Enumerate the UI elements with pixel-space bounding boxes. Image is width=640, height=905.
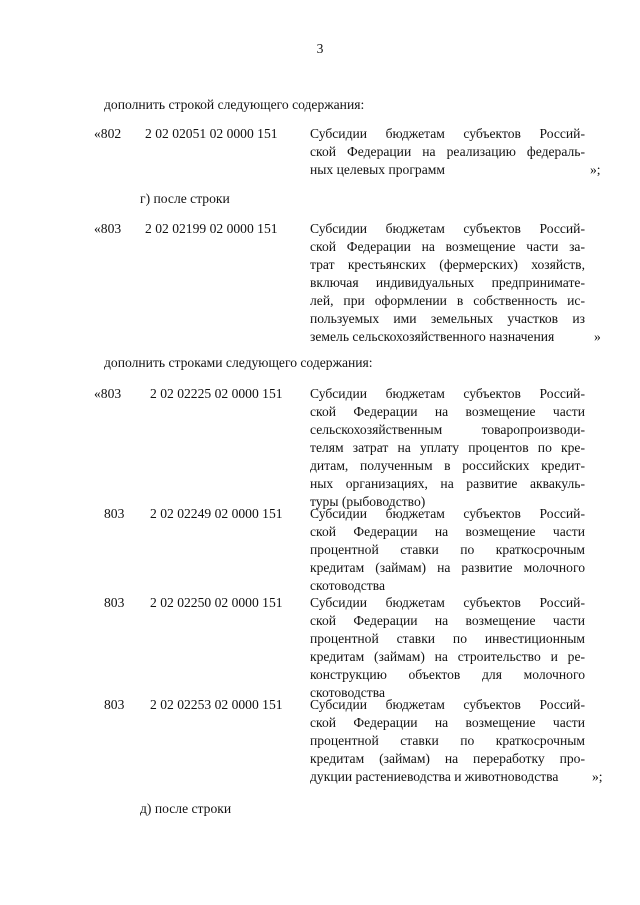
row-code-admin: 803 (104, 595, 125, 610)
row-code-budget: 2 02 02225 02 0000 151 (150, 386, 283, 401)
description-line: ской Федерации на реализацию федераль- (310, 144, 585, 159)
row-code-admin: «803 (94, 221, 122, 236)
description-line: кредитам (займам) на строительство и ре- (310, 649, 585, 664)
description-line: ской Федерации на возмещение части за- (310, 239, 585, 254)
description-line: трат крестьянских (фермерских) хозяйств, (310, 257, 585, 272)
description-line: Субсидии бюджетам субъектов Россий- (310, 697, 585, 712)
row-code-budget: 2 02 02051 02 0000 151 (145, 126, 278, 141)
description-line: ской Федерации на возмещение части (310, 404, 585, 419)
description-line: дитам, полученным в российских кредит- (310, 458, 585, 473)
description-line: ской Федерации на возмещение части (310, 524, 585, 539)
paragraph-add-row: дополнить строкой следующего содержания: (104, 97, 365, 112)
description-line: процентной ставки по краткосрочным (310, 733, 585, 748)
row-code-budget: 2 02 02249 02 0000 151 (150, 506, 283, 521)
paragraph-add-rows: дополнить строками следующего содержания: (104, 355, 373, 370)
description-line: процентной ставки по краткосрочным (310, 542, 585, 557)
description-line: Субсидии бюджетам субъектов Россий- (310, 595, 585, 610)
description-line: Субсидии бюджетам субъектов Россий- (310, 221, 585, 236)
row-code-budget: 2 02 02250 02 0000 151 (150, 595, 283, 610)
row-code-budget: 2 02 02199 02 0000 151 (145, 221, 278, 236)
row-description (310, 385, 585, 511)
row-code-budget: 2 02 02253 02 0000 151 (150, 697, 283, 712)
description-line: скотоводства (310, 685, 386, 700)
description-line: кредитам (займам) на переработку про- (310, 751, 585, 766)
row-description (310, 696, 585, 786)
row-code-admin: «803 (94, 386, 122, 401)
description-line: лей, при оформлении в собственность ис- (310, 293, 585, 308)
description-line: ской Федерации на возмещение части (310, 613, 585, 628)
description-line: ных организациях, на развитие аквакуль- (310, 476, 585, 491)
closing-quote: »; (590, 162, 601, 177)
description-line: процентной ставки по инвестиционным (310, 631, 585, 646)
description-line: включая индивидуальных предпринимате- (310, 275, 585, 290)
closing-quote: » (594, 329, 601, 344)
row-description (310, 125, 585, 179)
row-code-admin: 803 (104, 697, 125, 712)
description-line: сельскохозяйственным товаропроизводи- (310, 422, 585, 437)
description-line: дукции растениеводства и животноводства (310, 769, 559, 784)
description-line: пользуемых ими земельных участков из (310, 311, 585, 326)
paragraph-after-line-d: д) после строки (140, 801, 232, 816)
description-line: Субсидии бюджетам субъектов Россий- (310, 126, 585, 141)
description-line: кредитам (займам) на развитие молочного (310, 560, 585, 575)
description-line: ных целевых программ (310, 162, 445, 177)
row-description (310, 220, 585, 346)
description-line: телям затрат на уплату процентов по кре- (310, 440, 585, 455)
description-line: скотоводства (310, 578, 386, 593)
description-line: Субсидии бюджетам субъектов Россий- (310, 386, 585, 401)
description-line: земель сельскохозяйственного назначения (310, 329, 555, 344)
description-line: туры (рыбоводство) (310, 494, 426, 509)
description-line: Субсидии бюджетам субъектов Россий- (310, 506, 585, 521)
page-number: 3 (316, 41, 324, 56)
row-description (310, 505, 585, 595)
paragraph-after-line-g: г) после строки (140, 191, 230, 206)
row-code-admin: 803 (104, 506, 125, 521)
description-line: конструкцию объектов для молочного (310, 667, 585, 682)
row-description (310, 594, 585, 702)
row-code-admin: «802 (94, 126, 122, 141)
description-line: ской Федерации на возмещение части (310, 715, 585, 730)
closing-quote: »; (592, 769, 603, 784)
